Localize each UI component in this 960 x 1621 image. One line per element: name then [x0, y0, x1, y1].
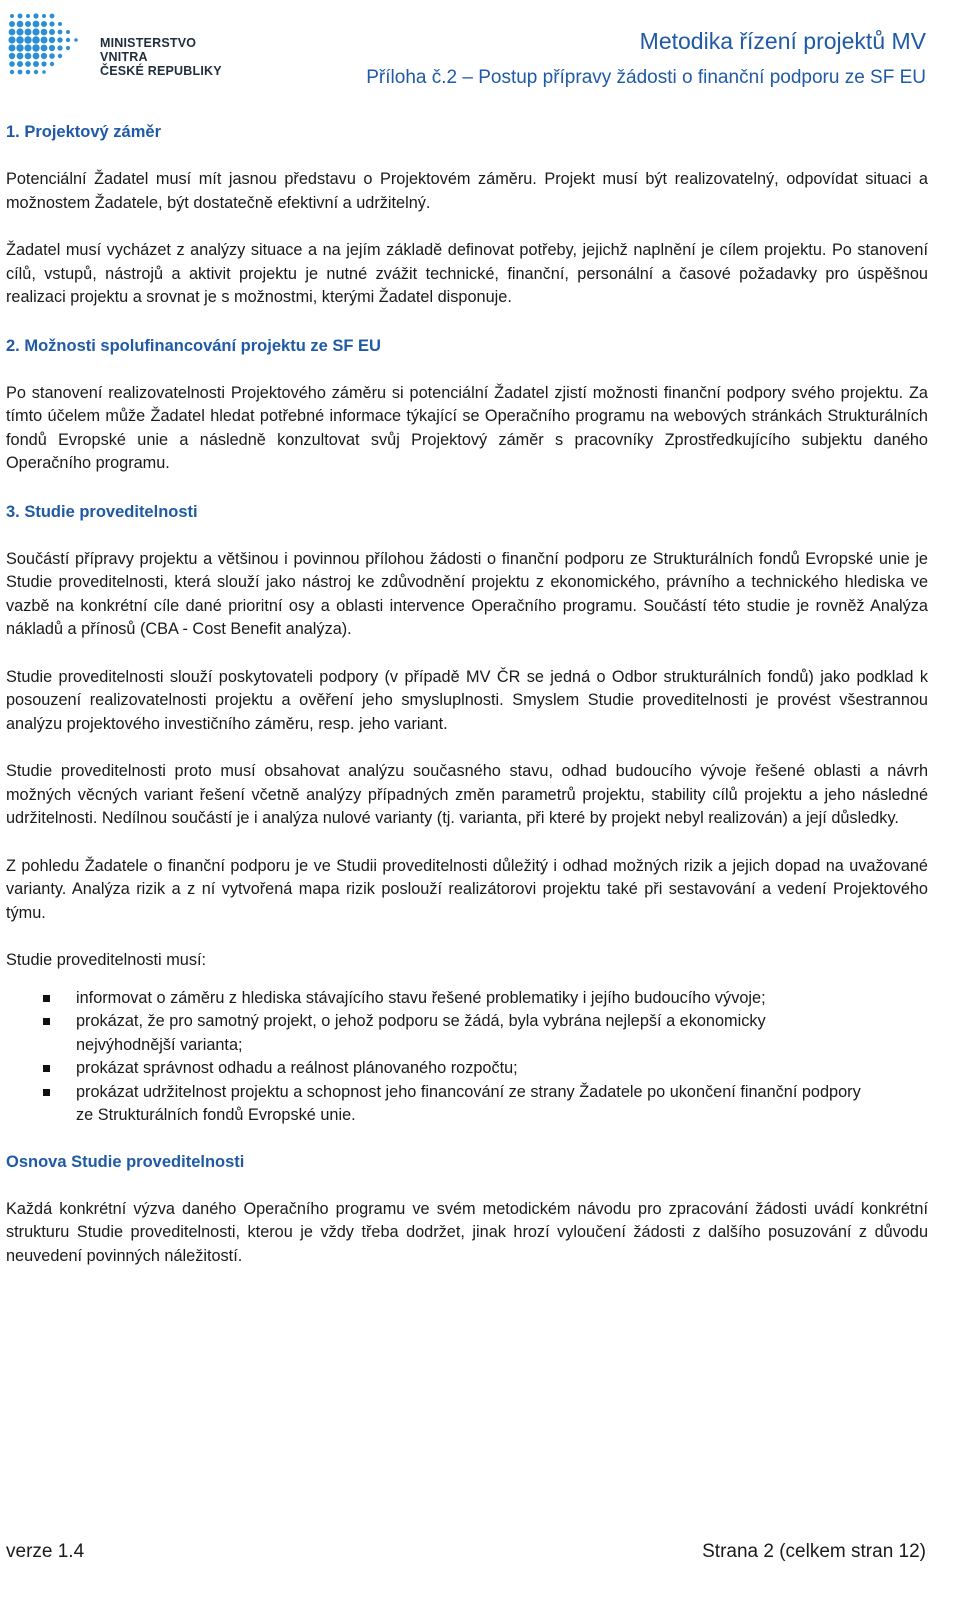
paragraph: Studie proveditelnosti slouží poskytovateli podpory (v případě MV ČR se jedná o Odbor strukturálních fondů) jako podklad k posouzení realizovatelnosti projektu a ověření jeho smysluplnosti. Smyslem Studie proveditelnosti je provést všestrannou analýzu projektového investičního záměru, resp. jeho variant.	[6, 667, 928, 733]
paragraph: Po stanovení realizovatelnosti Projektového záměru si potenciální Žadatel zjistí možnosti finanční podpory svého projektu. Za tímto účelem může Žadatel hledat potřebné informace týkající se Operačního programu na webových stránkách Strukturálních fondů Evropské unie a následně konzultovat svůj Projektový záměr s pracovníky Zprostředkujícího subjektu daného Operačního programu.	[6, 383, 928, 472]
paragraph: Potenciální Žadatel musí mít jasnou představu o Projektovém záměru. Projekt musí být realizovatelný, odpovídat situaci a možnostem Žadatele, být dostatečně efektivní a udržitelný.	[6, 170, 928, 212]
list-item	[6, 1010, 928, 1057]
section-heading-1: 1. Projektový záměr	[6, 123, 161, 141]
header-title: Metodika řízení projektů MV	[639, 28, 926, 54]
list-item	[6, 987, 928, 1011]
footer-version: verze 1.4	[6, 1541, 85, 1562]
document-body	[6, 120, 928, 1268]
bullet-square-icon	[43, 1089, 50, 1096]
section-heading-3: 3. Studie proveditelnosti	[6, 502, 198, 521]
logo-text	[100, 36, 244, 78]
paragraph: Z pohledu Žadatele o finanční podporu je ve Studii proveditelnosti důležitý i odhad možných rizik a jejich dopad na uvažované varianty. Analýza rizik a z ní vytvořená mapa rizik poslouží realizátorovi projektu také při sestavování a vedení Projektového týmu.	[6, 856, 928, 922]
list-item-text: informovat o záměru z hlediska stávajícího stavu řešené problematiky i jejího budoucího vývoje;	[76, 988, 766, 1007]
logo-line-2: ČESKÉ REPUBLIKY	[100, 64, 222, 78]
section-heading-4: Osnova Studie proveditelnosti	[6, 1152, 245, 1171]
paragraph: Každá konkrétní výzva daného Operačního programu ve svém metodickém návodu pro zpracování žádosti uvádí konkrétní strukturu Studie proveditelnosti, kterou je vždy třeba dodržet, jinak hrozí vyloučení žádosti z dalšího posuzování z důvodu neuvedení povinných náležitostí.	[6, 1199, 928, 1265]
footer-page-number: Strana 2 (celkem stran 12)	[702, 1541, 926, 1562]
requirements-list	[6, 987, 928, 1128]
list-intro: Studie proveditelnosti musí:	[6, 951, 207, 969]
section-heading-2: 2. Možnosti spolufinancování projektu ze SF EU	[6, 336, 381, 355]
logo-line-1: MINISTERSTVO VNITRA	[100, 36, 197, 64]
bullet-square-icon	[43, 1065, 50, 1072]
document-header	[366, 26, 926, 90]
list-item-text: prokázat, že pro samotný projekt, o jehož podporu se žádá, byla vybrána nejlepší a ekonomicky nejvýhodnější varianta;	[76, 1012, 766, 1054]
bullet-square-icon	[43, 1018, 50, 1025]
paragraph: Součástí přípravy projektu a většinou i povinnou přílohou žádosti o finanční podporu ze Strukturálních fondů Evropské unie je Studie proveditelnosti, která slouží jako nástroj ke zdůvodnění projektu z ekonomického, právního a technického hlediska ve vazbě na konkrétní cíle dané prioritní osy a oblasti intervence Operačního programu. Součástí této studie je rovněž Analýza nákladů a přínosů (CBA - Cost Benefit analýza).	[6, 549, 928, 638]
dot-grid-icon	[4, 6, 94, 78]
paragraph: Studie proveditelnosti proto musí obsahovat analýzu současného stavu, odhad budoucího vývoje řešené oblasti a návrh možných věcných variant řešení včetně analýzy případných změn parametrů projektu, stability cílů projektu a jeho následné udržitelnosti. Nedílnou součástí je i analýza nulové varianty (tj. varianta, při které by projekt nebyl realizován) a její důsledky.	[6, 762, 928, 827]
bullet-square-icon	[43, 995, 50, 1002]
list-item	[6, 1081, 928, 1128]
list-item-text: prokázat udržitelnost projektu a schopnost jeho financování ze strany Žadatele po ukončení finanční podpory ze Strukturálních fondů Evropské unie.	[76, 1082, 861, 1124]
list-item	[6, 1057, 928, 1081]
paragraph: Žadatel musí vycházet z analýzy situace a na jejím základě definovat potřeby, jejichž naplnění je cílem projektu. Po stanovení cílů, vstupů, nástrojů a aktivit projektu je nutné zvážit technické, finanční, personální a časové požadavky pro úspěšnou realizaci projektu a srovnat je s možnostmi, kterými Žadatel disponuje.	[6, 241, 928, 306]
header-subtitle: Příloha č.2 – Postup přípravy žádosti o finanční podporu ze SF EU	[366, 67, 926, 88]
ministry-logo	[4, 6, 244, 78]
list-item-text: prokázat správnost odhadu a reálnost plánovaného rozpočtu;	[76, 1059, 518, 1077]
